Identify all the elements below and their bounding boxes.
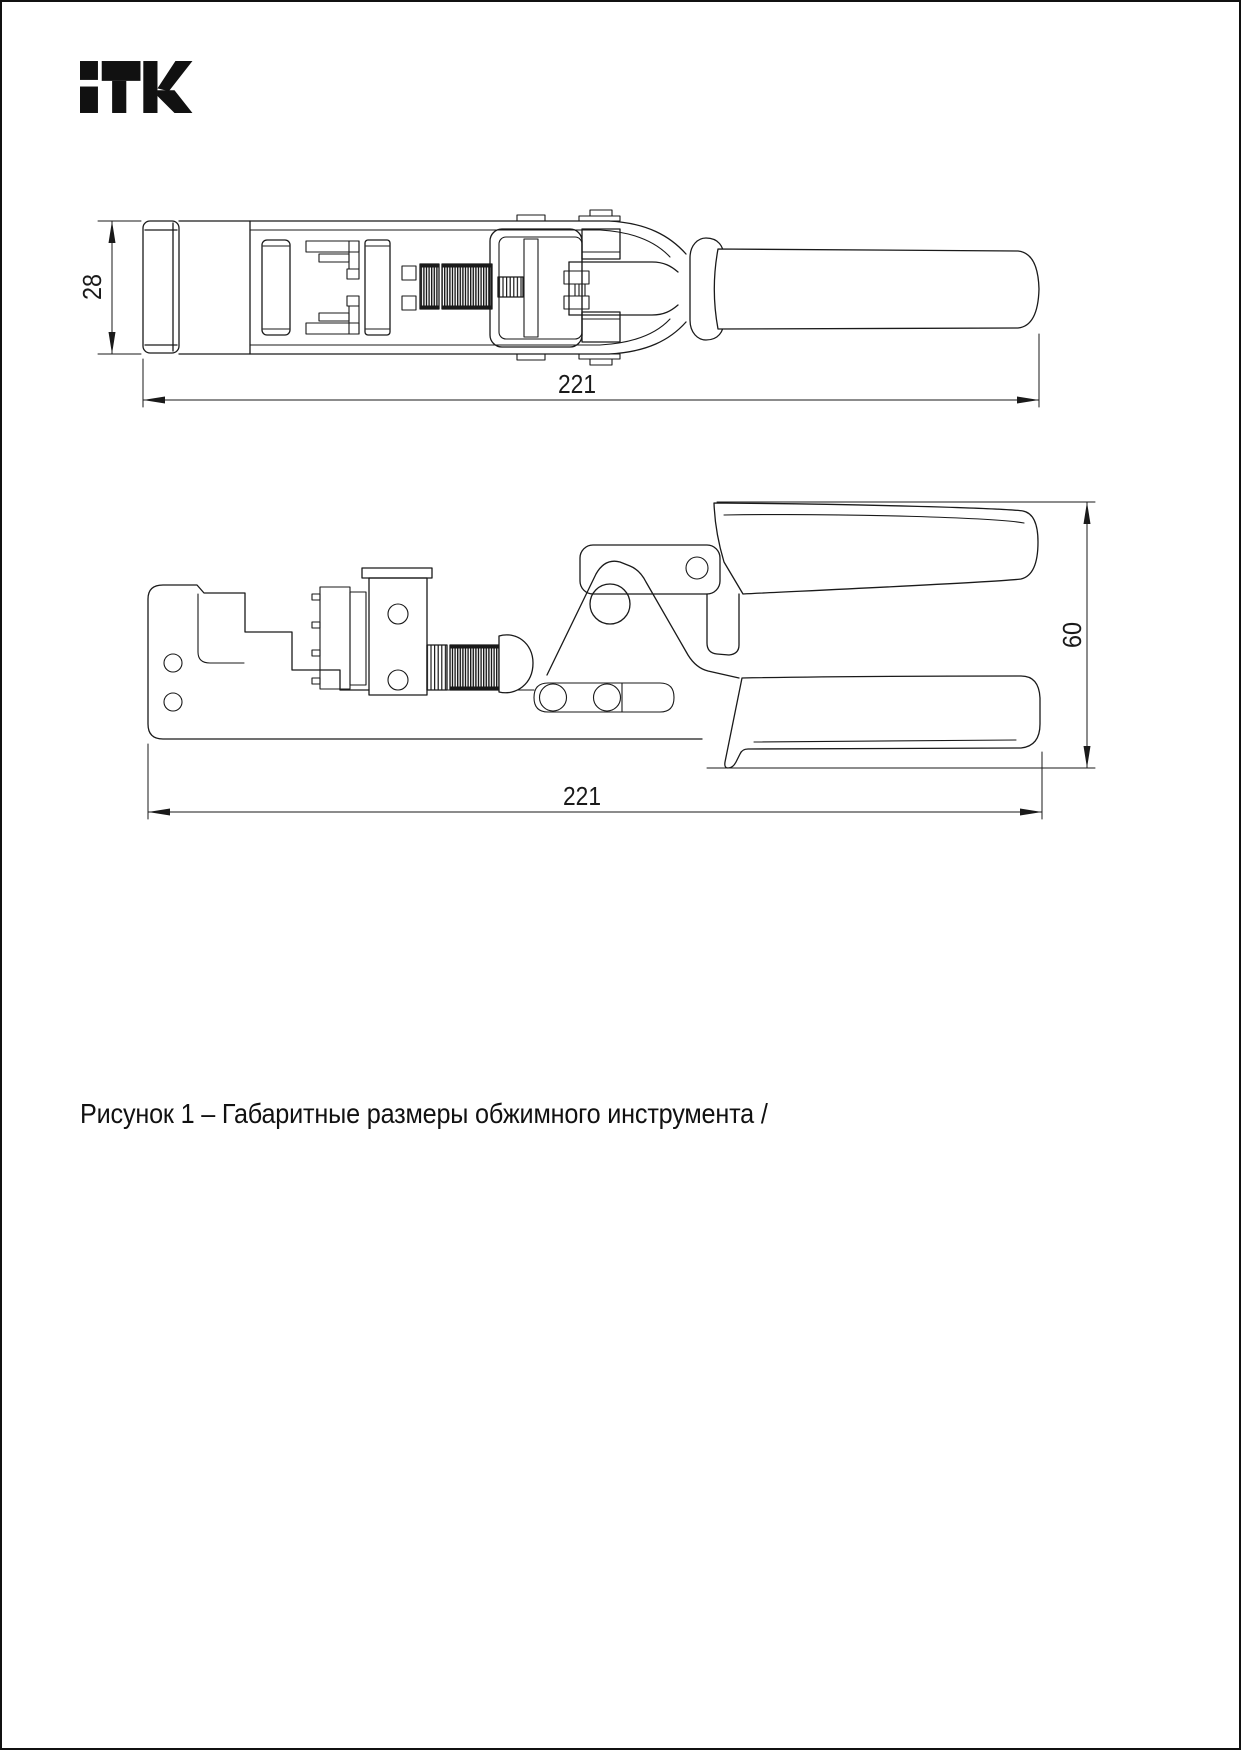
figure-caption: Рисунок 1 – Габаритные размеры обжимного инструмента / (80, 1098, 768, 1129)
side-view-hole-2 (164, 693, 182, 711)
side-view-knurled-knob (427, 645, 499, 690)
top-view-slide-block (262, 240, 290, 335)
dimension-label-side-height: 60 (1056, 619, 1087, 648)
side-view-body (148, 585, 702, 739)
top-view-latch-block-upper (582, 229, 620, 259)
top-view-knurled-knob (420, 264, 492, 309)
side-view-pawl (707, 594, 739, 655)
dimension-label-top-height: 28 (76, 271, 107, 300)
side-view-lower-handle (725, 676, 1040, 768)
dimension-label-side-length: 221 (563, 781, 601, 811)
top-view-latch-block-lower (582, 312, 620, 342)
top-view-guide-bar (365, 240, 390, 335)
top-view-clevis (564, 271, 589, 309)
technical-drawing (2, 2, 1241, 902)
top-view-body-bottom-edge (179, 322, 686, 354)
side-view-die-flange (362, 568, 432, 578)
side-view-upper-handle (714, 503, 1038, 594)
top-view-window-upper (402, 266, 416, 280)
side-view-slotted-link (534, 683, 674, 712)
side-view-hole-1 (164, 654, 182, 672)
top-view-threaded-rod (498, 277, 523, 297)
side-view-knob-cap (499, 635, 533, 693)
top-view-window-lower (402, 296, 416, 310)
top-view-latch-forks (306, 241, 359, 334)
top-view-drawing (77, 210, 1039, 407)
dimension-label-top-length: 221 (558, 369, 596, 399)
top-view-grip (714, 249, 1039, 329)
side-view-drawing (148, 502, 1095, 819)
top-view-body-top-edge (179, 221, 686, 254)
side-view-die-block (369, 578, 427, 695)
side-view-pin-block (312, 587, 366, 689)
